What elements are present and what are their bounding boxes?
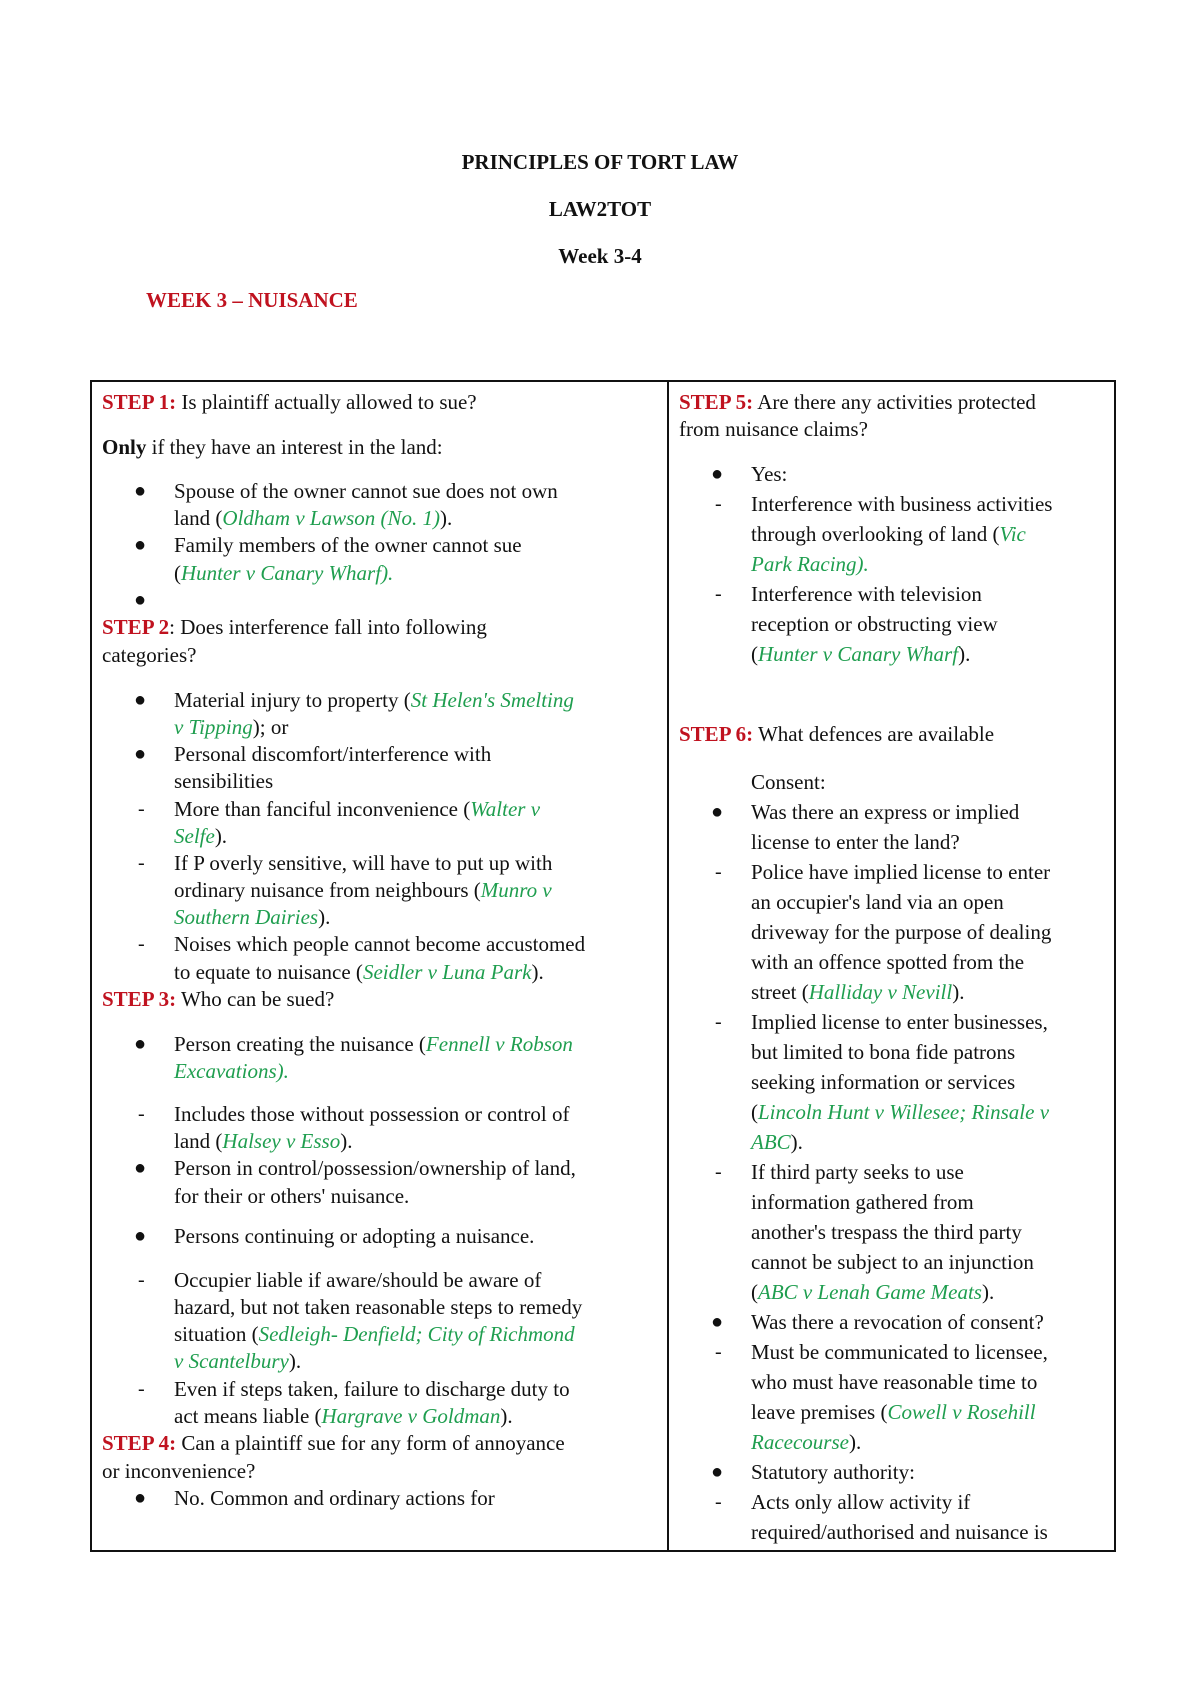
case-citation: St Helen's Smelting <box>410 688 574 712</box>
step1-question: Is plaintiff actually allowed to sue? <box>176 390 477 414</box>
left-column <box>102 382 662 1550</box>
case-citation: Southern Dairies <box>174 905 319 929</box>
dash-icon: - <box>138 798 145 820</box>
step5-label: STEP 5: <box>679 390 754 414</box>
list-item: Includes those without possession or control of <box>174 1102 570 1126</box>
step5-line-2: from nuisance claims? <box>679 417 868 441</box>
list-item <box>174 880 552 901</box>
bullet-icon: ● <box>134 1225 147 1247</box>
list-item: Acts only allow activity if <box>751 1490 971 1514</box>
list-item: Yes: <box>751 462 788 486</box>
text-run: act means liable ( <box>174 1404 322 1428</box>
step2-label: STEP 2 <box>102 615 170 639</box>
bullet-icon: ● <box>711 463 724 485</box>
list-item <box>174 563 393 584</box>
list-item <box>751 1432 861 1453</box>
list-item: driveway for the purpose of dealing <box>751 920 1052 944</box>
case-citation: Excavations). <box>174 1059 289 1083</box>
right-column <box>679 382 1109 1550</box>
text-run: leave premises ( <box>751 1400 888 1424</box>
text-run: ordinary nuisance from neighbours ( <box>174 878 481 902</box>
list-item: reception or obstructing view <box>751 612 998 636</box>
case-citation: Sedleigh- Denfield; City of Richmond <box>258 1322 575 1346</box>
dash-icon: - <box>715 1011 722 1033</box>
text-run: ). <box>440 506 453 530</box>
step5-question: Are there any activities protected <box>753 390 1036 414</box>
list-item: with an offence spotted from the <box>751 950 1025 974</box>
step3-label: STEP 3: <box>102 987 177 1011</box>
case-citation: Seidler v Luna Park <box>362 960 532 984</box>
bullet-icon: ● <box>134 534 147 556</box>
dash-icon: - <box>715 493 722 515</box>
text-run: Person creating the nuisance ( <box>174 1032 426 1056</box>
case-citation: Hunter v Canary Wharf <box>758 642 959 666</box>
step2-line <box>102 617 487 638</box>
list-item: Noises which people cannot become accustomed <box>174 932 586 956</box>
bullet-icon: ● <box>711 1461 724 1483</box>
list-item: license to enter the land? <box>751 830 960 854</box>
list-item: required/authorised and nuisance is <box>751 1520 1048 1544</box>
list-item <box>174 1131 352 1152</box>
list-item <box>751 1102 1049 1123</box>
text-run: ). <box>790 1130 803 1154</box>
dash-icon: - <box>138 1103 145 1125</box>
bullet-icon: ● <box>134 1487 147 1509</box>
text-run: ( <box>174 561 181 585</box>
list-item: Was there a revocation of consent? <box>751 1310 1044 1334</box>
section-heading: WEEK 3 – NUISANCE <box>146 288 358 312</box>
consent-heading: Consent: <box>751 770 826 794</box>
case-citation: v Scantelbury <box>174 1349 289 1373</box>
case-citation: Selfe <box>174 824 215 848</box>
list-item: Interference with television <box>751 582 982 606</box>
list-item <box>174 508 452 529</box>
list-item: Occupier liable if aware/should be aware of <box>174 1268 542 1292</box>
list-item <box>751 982 964 1003</box>
text-run: land ( <box>174 1129 223 1153</box>
list-item <box>174 1406 513 1427</box>
text-run: More than fanciful inconvenience ( <box>174 797 471 821</box>
list-item: Statutory authority: <box>751 1460 915 1484</box>
case-citation: Vic <box>999 522 1026 546</box>
list-item: Persons continuing or adopting a nuisance. <box>174 1224 535 1248</box>
list-item: hazard, but not taken reasonable steps to remedy <box>174 1295 583 1319</box>
text-run: ). <box>848 1430 862 1454</box>
only-line <box>102 437 443 458</box>
step3-question: Who can be sued? <box>176 987 335 1011</box>
list-item: No. Common and ordinary actions for <box>174 1486 495 1510</box>
case-citation: Cowell v Rosehill <box>887 1400 1036 1424</box>
list-item: for their or others' nuisance. <box>174 1184 410 1208</box>
step5-line <box>679 392 1036 413</box>
list-item <box>174 1034 573 1055</box>
text-run: ). <box>952 980 965 1004</box>
text-run: ( <box>751 1100 758 1124</box>
list-item <box>751 1282 994 1303</box>
list-item <box>174 717 288 738</box>
only-bold: Only <box>102 435 147 459</box>
text-run: to equate to nuisance ( <box>174 960 363 984</box>
dash-icon: - <box>715 1491 722 1513</box>
list-item: cannot be subject to an injunction <box>751 1250 1034 1274</box>
list-item: sensibilities <box>174 769 274 793</box>
list-item: but limited to bona fide patrons <box>751 1040 1016 1064</box>
list-item: Was there an express or implied <box>751 800 1020 824</box>
list-item: Person in control/possession/ownership of land, <box>174 1156 576 1180</box>
only-text: if they have an interest in the land: <box>146 435 443 459</box>
bullet-icon: ● <box>134 743 147 765</box>
case-citation: Walter v <box>470 797 541 821</box>
dash-icon: - <box>715 1161 722 1183</box>
bullet-icon: ● <box>134 589 147 611</box>
case-citation: Fennell v Robson <box>425 1032 573 1056</box>
step1-label: STEP 1: <box>102 390 177 414</box>
doc-title: PRINCIPLES OF TORT LAW <box>461 150 739 174</box>
dash-icon: - <box>138 852 145 874</box>
list-item <box>751 524 1026 545</box>
list-item: Implied license to enter businesses, <box>751 1010 1048 1034</box>
course-code: LAW2TOT <box>548 197 652 221</box>
case-citation: ABC v Lenah Game Meats <box>758 1280 982 1304</box>
list-item: Spouse of the owner cannot sue does not own <box>174 479 558 503</box>
text-run: through overlooking of land ( <box>751 522 1000 546</box>
text-run: ). <box>981 1280 995 1304</box>
column-divider <box>667 382 669 1550</box>
step6-label: STEP 6: <box>679 722 754 746</box>
list-item: who must have reasonable time to <box>751 1370 1038 1394</box>
list-item <box>751 554 869 575</box>
list-item <box>174 1061 289 1082</box>
step4-line-2: or inconvenience? <box>102 1459 256 1483</box>
step4-line <box>102 1433 565 1454</box>
bullet-icon: ● <box>134 480 147 502</box>
text-run: street ( <box>751 980 809 1004</box>
list-item <box>174 826 227 847</box>
text-run: ). <box>340 1129 353 1153</box>
bullet-icon: ● <box>134 1157 147 1179</box>
text-run: ). <box>318 905 331 929</box>
case-citation: Racecourse <box>751 1430 849 1454</box>
list-item: Even if steps taken, failure to discharge duty to <box>174 1377 570 1401</box>
list-item: Police have implied license to enter <box>751 860 1051 884</box>
list-item <box>174 1351 301 1372</box>
step4-label: STEP 4: <box>102 1431 177 1455</box>
dash-icon: - <box>138 933 145 955</box>
text-run: ( <box>751 1280 758 1304</box>
case-citation: v Tipping <box>174 715 253 739</box>
list-item <box>174 962 544 983</box>
step3-line <box>102 989 334 1010</box>
list-item: Interference with business activities <box>751 492 1053 516</box>
step2-line-2: categories? <box>102 643 197 667</box>
text-run: ( <box>751 642 758 666</box>
text-run: situation ( <box>174 1322 259 1346</box>
list-item: an occupier's land via an open <box>751 890 1004 914</box>
list-item: If P overly sensitive, will have to put up with <box>174 851 553 875</box>
case-citation: Munro v <box>480 878 552 902</box>
step1-line <box>102 392 477 413</box>
list-item: another's trespass the third party <box>751 1220 1022 1244</box>
step6-line <box>679 724 994 745</box>
case-citation: Lincoln Hunt v Willesee; Rinsale v <box>758 1100 1050 1124</box>
case-citation: Park Racing). <box>751 552 869 576</box>
week-range: Week 3-4 <box>558 244 642 268</box>
dash-icon: - <box>715 1341 722 1363</box>
step2-question: : Does interference fall into following <box>169 615 487 639</box>
dash-icon: - <box>715 583 722 605</box>
list-item: If third party seeks to use <box>751 1160 964 1184</box>
step6-question: What defences are available <box>753 722 995 746</box>
case-citation: Halliday v Nevill <box>808 980 953 1004</box>
list-item: Must be communicated to licensee, <box>751 1340 1048 1364</box>
text-run: ); or <box>252 715 289 739</box>
bullet-icon: ● <box>134 689 147 711</box>
text-run: ). <box>531 960 544 984</box>
dash-icon: - <box>138 1378 145 1400</box>
bullet-icon: ● <box>134 1033 147 1055</box>
list-item: Family members of the owner cannot sue <box>174 533 522 557</box>
list-item <box>174 907 330 928</box>
case-citation: Oldham v Lawson (No. 1) <box>222 506 440 530</box>
notes-table <box>90 380 1116 1552</box>
case-citation: Hargrave v Goldman <box>321 1404 501 1428</box>
bullet-icon: ● <box>711 801 724 823</box>
step4-question: Can a plaintiff sue for any form of annoyance <box>176 1431 565 1455</box>
case-citation: Halsey v Esso <box>222 1129 341 1153</box>
list-item <box>174 690 574 711</box>
list-item <box>751 644 970 665</box>
list-item <box>174 1324 575 1345</box>
text-run: ). <box>214 824 228 848</box>
list-item <box>174 799 540 820</box>
bullet-icon: ● <box>711 1311 724 1333</box>
case-citation: Hunter v Canary Wharf). <box>181 561 394 585</box>
dash-icon: - <box>138 1269 145 1291</box>
list-item <box>751 1132 803 1153</box>
text-run: ). <box>500 1404 513 1428</box>
case-citation: ABC <box>751 1130 791 1154</box>
dash-icon: - <box>715 861 722 883</box>
list-item <box>751 1402 1036 1423</box>
list-item: seeking information or services <box>751 1070 1016 1094</box>
list-item: Personal discomfort/interference with <box>174 742 492 766</box>
text-run: ). <box>288 1349 302 1373</box>
list-item: information gathered from <box>751 1190 974 1214</box>
text-run: Material injury to property ( <box>174 688 411 712</box>
text-run: ). <box>958 642 971 666</box>
text-run: land ( <box>174 506 223 530</box>
